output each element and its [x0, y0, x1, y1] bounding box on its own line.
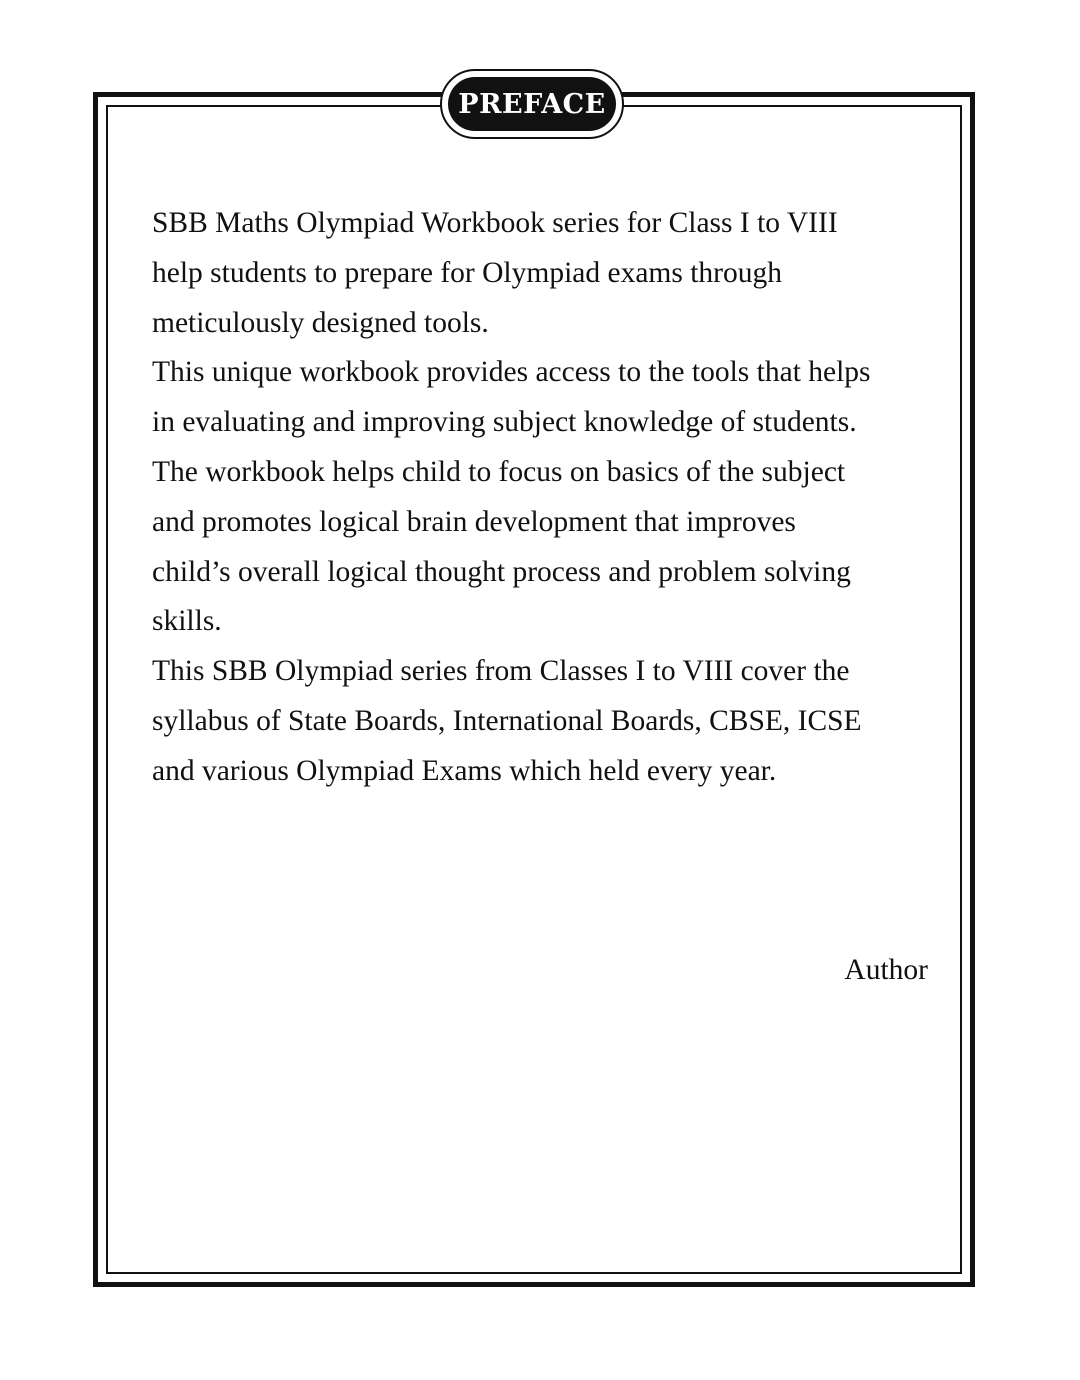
- body-line: and promotes logical brain development that improves: [152, 505, 796, 538]
- body-line: meticulously designed tools.: [152, 306, 489, 339]
- body-line: syllabus of State Boards, International Boards, CBSE, ICSE: [152, 704, 862, 737]
- author-signature: Author: [844, 954, 928, 986]
- body-line: help students to prepare for Olympiad exams through: [152, 256, 783, 289]
- body-line: This unique workbook provides access to the tools that helps: [152, 356, 871, 389]
- body-line: SBB Maths Olympiad Workbook series for Class I to VIII: [152, 207, 838, 239]
- preface-title-badge: [440, 69, 624, 139]
- body-line: This SBB Olympiad series from Classes I to VIII cover the: [152, 655, 850, 688]
- body-line: The workbook helps child to focus on basics of the subject: [152, 455, 846, 488]
- body-line: skills.: [152, 605, 222, 638]
- body-line: and various Olympiad Exams which held every year.: [152, 754, 777, 787]
- body-line: in evaluating and improving subject knowledge of students.: [152, 406, 857, 439]
- page-title: PREFACE: [448, 77, 616, 131]
- preface-body: [152, 199, 942, 797]
- body-line: child’s overall logical thought process and problem solving: [152, 555, 851, 588]
